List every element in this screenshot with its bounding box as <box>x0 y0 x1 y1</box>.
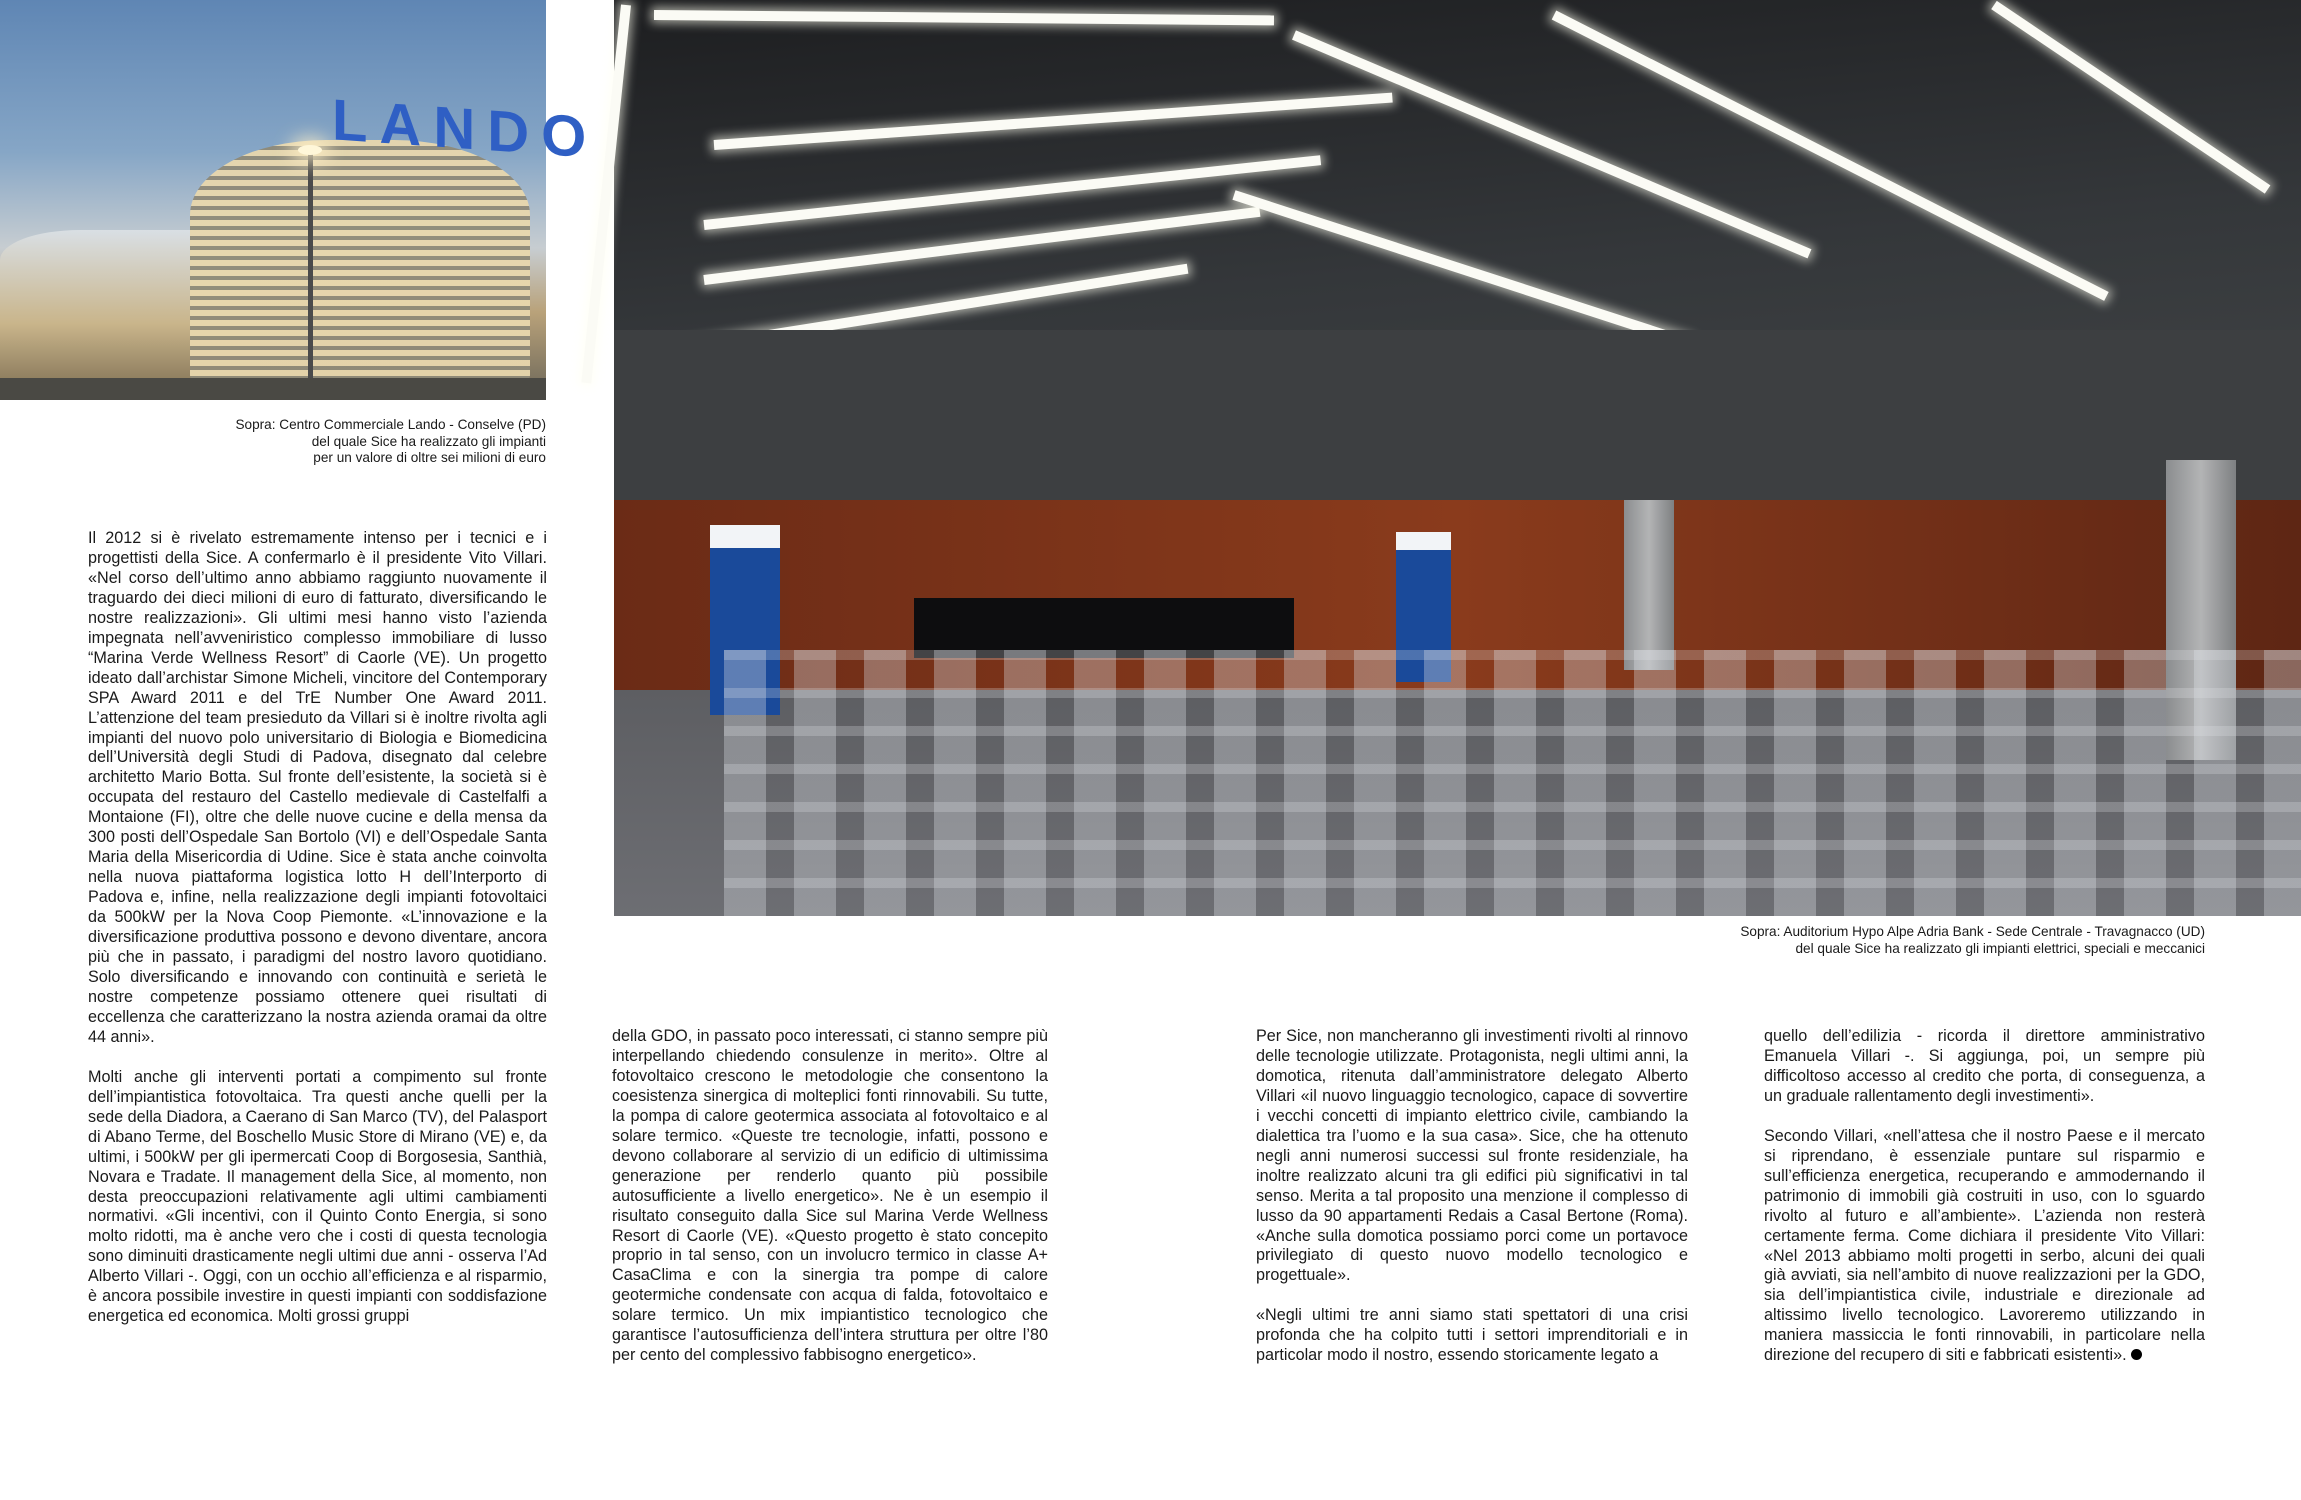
caption-line: del quale Sice ha realizzato gli impianti elettrici, speciali e meccanici <box>1795 940 2205 956</box>
lando-sign: LANDO <box>332 87 599 171</box>
article-column-2 <box>612 1027 1048 1386</box>
caption-line: del quale Sice ha realizzato gli impianti <box>311 433 546 449</box>
paragraph-text: Secondo Villari, «nell’attesa che il nostro Paese e il mercato si riprendano, è essenziale puntare sul risparmio e sull’efficienza energetica, recuperando e ammodernando il patrimonio di immobili già costruiti in uso, con lo sguardo rivolto al futuro e all’ambiente». L’azienda non resterà certamente ferma. Come dichiara il presidente Vito Villari: «Nel 2013 abbiamo molti progetti in serbo, alcuni dei quali già avviati, sia nell’ambito di nuove realizzazioni per la GDO, sia dell’impiantistica civile, industriale e direzionale ad altissimo livello tecnologico. Lavoreremo utilizzando in maniera massiccia le fonti rinnovabili, in particolare nella direzione del recupero di siti e fabbricati esistenti». <box>1764 1126 2205 1365</box>
street-lamp-pole <box>308 150 313 400</box>
parking-ground <box>0 378 546 400</box>
article-column-4 <box>1764 1027 2205 1386</box>
paragraph: della GDO, in passato poco interessati, ci stanno sempre più interpellando chiedendo consulenze in merito». Oltre al fotovoltaico crescono le metodologie che consentono la coesistenza sinergica di molteplici fonti rinnovabili. Su tutte, la pompa di calore geotermica associata al fotovoltaico e al solare termico. «Queste tre tecnologie, infatti, possono e devono collaborare al servizio di un edificio di ultimissima generazione per renderlo quanto più possibile autosufficiente a livello energetico». Ne è un esempio il risultato conseguito dalla Sice sul Marina Verde Wellness Resort di Caorle (VE). «Questo progetto è stato concepito proprio in tal senso, con un involucro termico in classe A+ CasaClima e con la sinergia tra pompe di calore geotermiche condensate con acqua di falda, fotovoltaico e solare termico. Un mix impiantistico tecnologico che garantisce l’autosufficienza dell’intera struttura per oltre l’80 per cento del complessivo fabbisogno energetico». <box>612 1027 1048 1365</box>
paragraph-final <box>1764 1127 2205 1366</box>
photo-caption-lando <box>180 417 546 467</box>
caption-line: Sopra: Centro Commerciale Lando - Conselve (PD) <box>235 417 546 432</box>
caption-line: per un valore di oltre sei milioni di euro <box>313 450 546 465</box>
article-column-3 <box>1256 1027 1688 1386</box>
stage-table <box>914 598 1294 658</box>
photo-caption-auditorium <box>1400 924 2205 957</box>
paragraph: Il 2012 si è rivelato estremamente intenso per i tecnici e i progettisti della Sice. A confermarlo è il presidente Vito Villari. «Nel corso dell’ultimo anno abbiamo raggiunto nuovamente il traguardo dei dieci milioni di euro di fatturato, diversificando le nostre realizzazioni». Gli ultimi mesi hanno visto l’azienda impegnata nell’avveniristico complesso immobiliare di lusso “Marina Verde Wellness Resort” di Caorle (VE). Un progetto ideato dall’archistar Simone Micheli, vincitore del Contemporary SPA Award 2011 e del TrE Number One Award 2011. L’attenzione del team presieduto da Villari si è inoltre rivolta agli impianti del nuovo polo universitario di Biologia e Biomedicina dell’Università degli Studi di Padova, disegnato dal celebre architetto Mario Botta. Sul fronte dell’esistente, la società si è occupata del restauro del Castello medievale di Castelfalfi a Montaione (FI), oltre che delle nuove cucine e della mensa da 300 posti dell’Ospedale San Bortolo (VI) e dell’Ospedale Santa Maria della Misericordia di Udine. Sice è stata anche coinvolta nella nuova piattaforma logistica lotto H dell’Interporto di Padova e, infine, nella realizzazione degli impianti fotovoltaici da 500kW per la Nova Coop Piemonte. «L’innovazione e la diversificazione produttiva possono e devono diventare, ancora più che in passato, i paradigmi del nostro lavoro quotidiano. Solo diversificando e innovando con continuità e serietà le nostre competenze possiamo ottenere quei risultati di eccellenza che caratterizzano la nostra azienda oramai da oltre 44 anni». <box>88 529 547 1046</box>
photo-auditorium <box>614 0 2301 916</box>
caption-line: Sopra: Auditorium Hypo Alpe Adria Bank - Sede Centrale - Travagnacco (UD) <box>1740 924 2205 939</box>
photo-lando-shopping-center <box>0 0 599 400</box>
article-column-1 <box>88 529 547 1347</box>
street-lamp-light <box>298 145 322 155</box>
paragraph: quello dell’edilizia - ricorda il direttore amministrativo Emanuela Villari -. Si aggiunga, poi, un sempre più difficoltoso accesso al credito che porta, di conseguenza, a un graduale rallentamento degli investimenti». <box>1764 1027 2205 1105</box>
end-of-article-dot-icon <box>2131 1349 2142 1360</box>
paragraph: «Negli ultimi tre anni siamo stati spettatori di una crisi profonda che ha colpito tutti i settori imprenditoriali e in particolar modo il nostro, essendo storicamente legato a <box>1256 1306 1688 1365</box>
chair-rows <box>724 650 2301 916</box>
paragraph: Molti anche gli interventi portati a compimento sul fronte dell’impiantistica fotovoltaica. Tra questi anche quelli per la sede della Diadora, a Caerano di San Marco (TV), del Palasport di Abano Terme, del Boschello Music Store di Mirano (VE) e, da ultimi, i 500kW per gli ipermercati Coop di Borgosesia, Santhià, Novara e Tradate. Il management della Sice, al momento, non desta preoccupazioni relativamente agli ultimi cambiamenti normativi. «Gli incentivi, con il Quinto Conto Energia, si sono molto ridotti, ma è anche vero che i costi di questa tecnologia sono diminuiti drasticamente negli ultimi due anni - osserva l’Ad Alberto Villari -. Oggi, con un occhio all’efficienza e al risparmio, è ancora possibile investire in questi impianti con soddisfazione energetica ed economica. Molti grossi gruppi <box>88 1067 547 1326</box>
upper-wall <box>614 330 2301 505</box>
pillar <box>1624 500 1674 670</box>
paragraph: Per Sice, non mancheranno gli investimenti rivolti al rinnovo delle tecnologie utilizzate. Protagonista, negli ultimi anni, la domotica, ritenuta dall’amministratore delegato Alberto Villari «il nuovo linguaggio tecnologico, capace di sovvertire i vecchi concetti di impianto elettrico civile, cambiando la dialettica tra l’uomo e la sua casa». Sice, che ha ottenuto negli anni numerosi successi sul fronte residenziale, ha inoltre realizzato alcuni tra gli edifici più significativi in tal senso. Merita a tal proposito una menzione il complesso di lusso da 90 appartamenti Redais a Casal Bertone (Roma). «Anche sulla domotica possiamo porci come un portavoce privilegiato di questo nuovo modello tecnologico e progettuale». <box>1256 1027 1688 1285</box>
building-drum <box>190 140 530 390</box>
